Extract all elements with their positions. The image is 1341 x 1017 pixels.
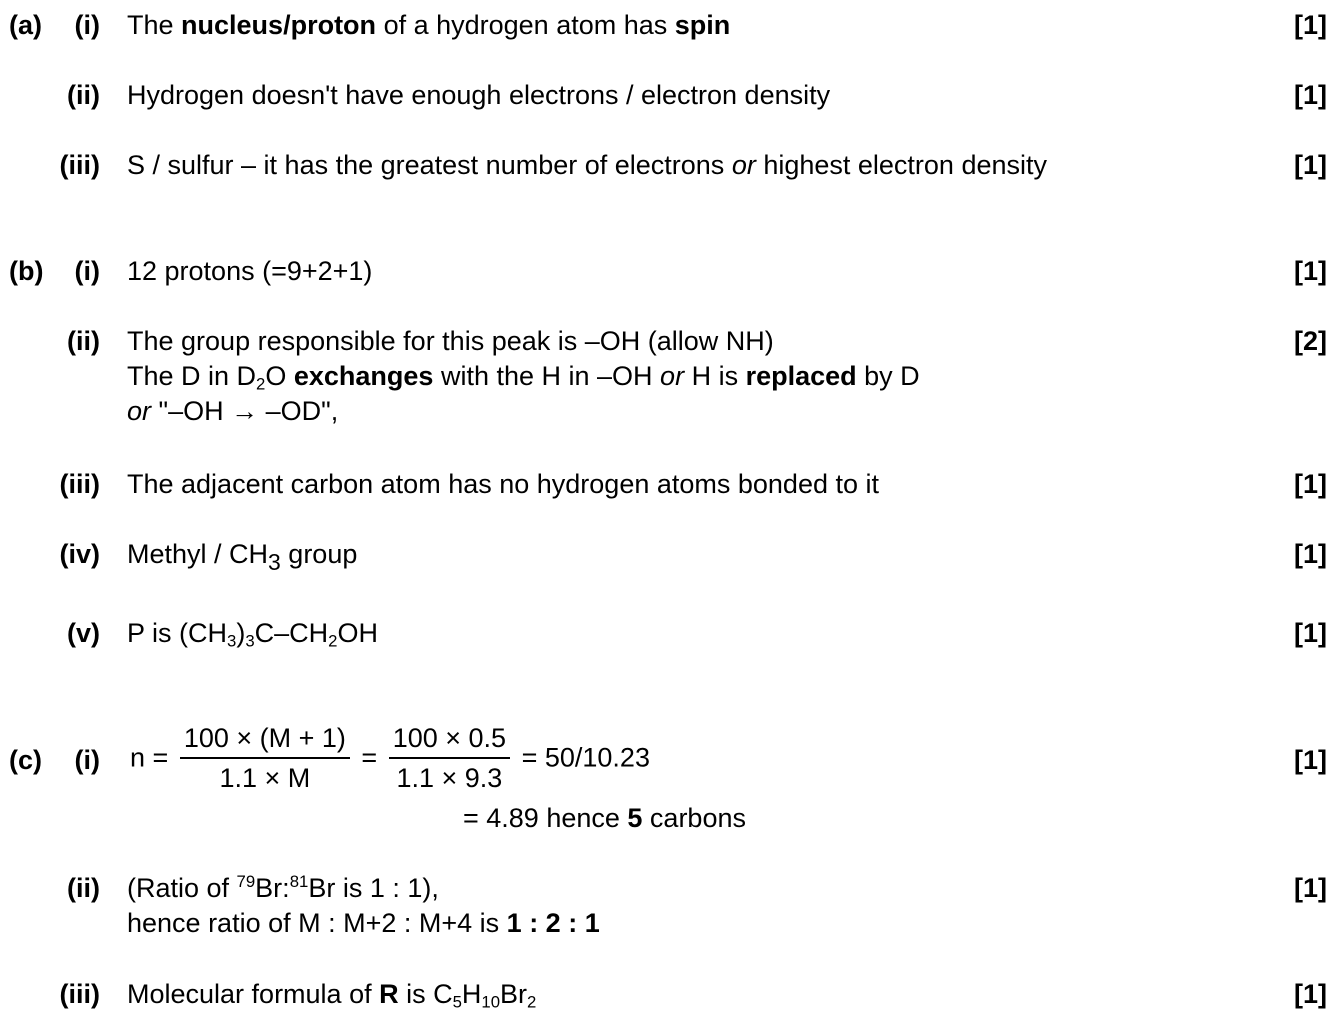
fraction-numerator: 100 × (M + 1) [180, 723, 350, 759]
answer-text: = 4.89 hence 5 carbons [463, 803, 746, 833]
answer-text: The adjacent carbon atom has no hydrogen atoms bonded to it [127, 469, 879, 499]
answer-text: Methyl / $CH_3$ group [127, 539, 358, 575]
mark: [1] [1294, 618, 1327, 648]
sub-label: (iii) [59, 979, 100, 1009]
answer-text: Hydrogen doesn't have enough electrons / electron density [127, 80, 831, 110]
mark: [1] [1294, 539, 1327, 569]
sub-label: (iii) [59, 150, 100, 180]
sub-label: (ii) [67, 873, 100, 903]
fraction-general [180, 723, 350, 793]
mark: [1] [1294, 10, 1327, 40]
answer-text: S / sulfur – it has the greatest number of electrons or highest electron density [127, 150, 1048, 180]
answer-text: 12 protons (=9+2+1) [127, 256, 373, 286]
answer-text: The nucleus/proton of a hydrogen atom has spin [127, 10, 731, 40]
mark: [1] [1294, 150, 1327, 180]
mark: [1] [1294, 979, 1327, 1009]
fraction-substituted [389, 723, 510, 793]
mark: [1] [1294, 469, 1327, 499]
answer-text: (Ratio of $^{79}$Br:$^{81}$Br is 1 : 1), hence ratio of M : M+2 : M+4 is 1 : 2 : 1 [127, 871, 600, 938]
answer-text: P is $(CH_3)_3C-CH_2OH$ [127, 618, 378, 651]
sub-label: (i) [74, 10, 100, 40]
equation-lhs: n = [130, 742, 169, 773]
answer-text: Molecular formula of R is $C_5H_{10}Br_2$ [127, 979, 537, 1012]
mark: [2] [1294, 326, 1327, 356]
mark: [1] [1294, 80, 1327, 110]
sub-label: (i) [74, 745, 100, 775]
part-label-a: (a) [9, 10, 42, 40]
part-label-b: (b) [9, 256, 44, 286]
answer-text: The group responsible for this peak is –OH (allow NH) The D in $D_2O$ exchanges with the H in –OH or H is replaced by D or "–OH → –OD", [127, 326, 920, 426]
sub-label: (iii) [59, 469, 100, 499]
mark: [1] [1294, 873, 1327, 903]
sub-label: (ii) [67, 80, 100, 110]
fraction-denominator: 1.1 × 9.3 [396, 763, 503, 793]
sub-label: (ii) [67, 326, 100, 356]
fraction-numerator: 100 × 0.5 [389, 723, 510, 759]
mark: [1] [1294, 745, 1327, 775]
sub-label: (i) [74, 256, 100, 286]
fraction-denominator: 1.1 × M [219, 763, 311, 793]
sub-label: (iv) [59, 539, 100, 569]
equation [130, 723, 650, 793]
equation-result: = 50/10.23 [521, 742, 650, 773]
mark: [1] [1294, 256, 1327, 286]
equals-sign: = [361, 742, 378, 773]
sub-label: (v) [67, 618, 100, 648]
part-label-c: (c) [9, 745, 42, 775]
